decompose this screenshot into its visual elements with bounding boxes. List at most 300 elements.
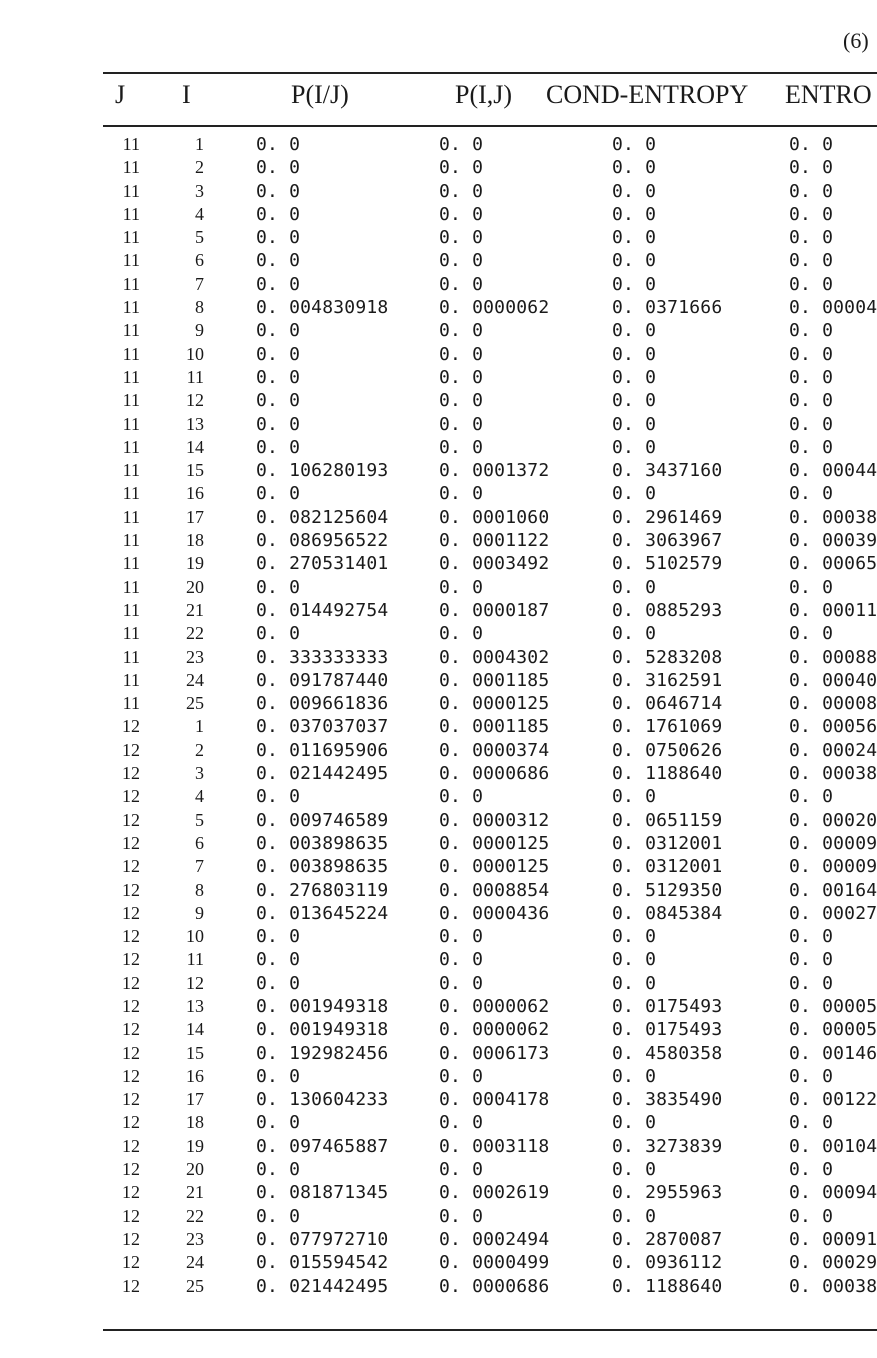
- cell-cond-entropy: 0. 0: [612, 250, 657, 272]
- cell-entropy: 0. 0: [789, 227, 834, 249]
- cell-j: 11: [122, 483, 140, 504]
- cell-p-i-given-j: 0. 004830918: [256, 297, 389, 319]
- cell-cond-entropy: 0. 2955963: [612, 1182, 723, 1204]
- cell-cond-entropy: 0. 0: [612, 390, 657, 412]
- cell-p-i-j: 0. 0000312: [439, 809, 550, 831]
- cell-j: 12: [122, 786, 140, 807]
- cell-p-i-given-j: 0. 0: [256, 366, 301, 388]
- cell-entropy: 0. 00122: [789, 1089, 877, 1111]
- cell-cond-entropy: 0. 3162591: [612, 669, 723, 691]
- table-row: [0, 715, 877, 738]
- cell-p-i-given-j: 0. 0: [256, 1159, 301, 1181]
- cell-cond-entropy: 0. 0: [612, 926, 657, 948]
- cell-i: 17: [186, 1089, 204, 1110]
- cell-p-i-given-j: 0. 001949318: [256, 995, 389, 1017]
- cell-p-i-given-j: 0. 0: [256, 1112, 301, 1134]
- cell-p-i-j: 0. 0003118: [439, 1135, 550, 1157]
- cell-j: 11: [122, 320, 140, 341]
- cell-i: 16: [186, 1065, 204, 1086]
- cell-cond-entropy: 0. 0: [612, 180, 657, 202]
- table-row: [0, 319, 877, 342]
- cell-p-i-j: 0. 0000125: [439, 856, 550, 878]
- cell-p-i-given-j: 0. 130604233: [256, 1089, 389, 1111]
- cell-cond-entropy: 0. 0: [612, 273, 657, 295]
- cell-p-i-j: 0. 0: [439, 576, 484, 598]
- table-row: [0, 156, 877, 179]
- cell-j: 11: [122, 366, 140, 387]
- cell-j: 11: [122, 250, 140, 271]
- cell-entropy: 0. 0: [789, 1205, 834, 1227]
- cell-entropy: 0. 0: [789, 134, 834, 155]
- table-row: [0, 599, 877, 622]
- cell-entropy: 0. 00065: [789, 553, 877, 575]
- cell-p-i-given-j: 0. 0: [256, 157, 301, 179]
- cell-cond-entropy: 0. 3063967: [612, 530, 723, 552]
- cell-p-i-j: 0. 0000499: [439, 1252, 550, 1274]
- table-row: [0, 459, 877, 482]
- cell-p-i-given-j: 0. 0: [256, 250, 301, 272]
- cell-entropy: 0. 00044: [789, 460, 877, 482]
- cell-p-i-j: 0. 0002494: [439, 1228, 550, 1250]
- cell-p-i-j: 0. 0: [439, 786, 484, 808]
- cell-entropy: 0. 00009: [789, 832, 877, 854]
- table-row: [0, 1205, 877, 1228]
- cell-entropy: 0. 00038: [789, 1275, 877, 1297]
- cell-p-i-j: 0. 0: [439, 390, 484, 412]
- cell-p-i-given-j: 0. 0: [256, 413, 301, 435]
- cell-cond-entropy: 0. 0885293: [612, 599, 723, 621]
- cell-p-i-j: 0. 0001185: [439, 716, 550, 738]
- cell-p-i-j: 0. 0: [439, 203, 484, 225]
- cell-cond-entropy: 0. 0312001: [612, 832, 723, 854]
- page-number: (6): [843, 28, 869, 53]
- cell-entropy: 0. 00027: [789, 902, 877, 924]
- table-row: [0, 1275, 877, 1298]
- cell-j: 11: [122, 390, 140, 411]
- cell-i: 3: [195, 763, 204, 784]
- cell-p-i-j: 0. 0001122: [439, 530, 550, 552]
- table-top-rule: [103, 72, 877, 74]
- cell-p-i-j: 0. 0: [439, 1065, 484, 1087]
- cell-p-i-j: 0. 0000125: [439, 832, 550, 854]
- cell-p-i-j: 0. 0: [439, 413, 484, 435]
- cell-i: 22: [186, 1205, 204, 1226]
- table-row: [0, 692, 877, 715]
- cell-i: 23: [186, 1228, 204, 1249]
- cell-p-i-given-j: 0. 0: [256, 134, 301, 155]
- table-row: [0, 1042, 877, 1065]
- cell-entropy: 0. 0: [789, 203, 834, 225]
- cell-i: 1: [195, 716, 204, 737]
- cell-p-i-given-j: 0. 086956522: [256, 530, 389, 552]
- cell-entropy: 0. 0: [789, 623, 834, 645]
- cell-p-i-j: 0. 0000686: [439, 1275, 550, 1297]
- cell-p-i-given-j: 0. 009746589: [256, 809, 389, 831]
- cell-j: 11: [122, 576, 140, 597]
- cell-i: 19: [186, 1135, 204, 1156]
- cell-j: 11: [122, 180, 140, 201]
- cell-entropy: 0. 0: [789, 1112, 834, 1134]
- table-row: [0, 1135, 877, 1158]
- cell-p-i-given-j: 0. 0: [256, 1205, 301, 1227]
- cell-entropy: 0. 0: [789, 413, 834, 435]
- cell-i: 6: [195, 250, 204, 271]
- cell-j: 12: [122, 1159, 140, 1180]
- cell-p-i-given-j: 0. 0: [256, 180, 301, 202]
- cell-p-i-given-j: 0. 003898635: [256, 832, 389, 854]
- cell-j: 12: [122, 1065, 140, 1086]
- cell-i: 20: [186, 576, 204, 597]
- cell-entropy: 0. 00038: [789, 763, 877, 785]
- table-header-rule: [103, 125, 877, 127]
- table-row: [0, 506, 877, 529]
- cell-p-i-j: 0. 0001372: [439, 460, 550, 482]
- cell-cond-entropy: 0. 0: [612, 949, 657, 971]
- cell-cond-entropy: 0. 5129350: [612, 879, 723, 901]
- cell-p-i-j: 0. 0000436: [439, 902, 550, 924]
- cell-cond-entropy: 0. 0: [612, 366, 657, 388]
- cell-i: 14: [186, 1019, 204, 1040]
- table-row: [0, 879, 877, 902]
- cell-p-i-given-j: 0. 0: [256, 203, 301, 225]
- cell-cond-entropy: 0. 0845384: [612, 902, 723, 924]
- cell-cond-entropy: 0. 3273839: [612, 1135, 723, 1157]
- cell-i: 6: [195, 832, 204, 853]
- cell-cond-entropy: 0. 0: [612, 343, 657, 365]
- cell-j: 11: [122, 413, 140, 434]
- cell-j: 11: [122, 460, 140, 481]
- cell-p-i-given-j: 0. 0: [256, 949, 301, 971]
- cell-cond-entropy: 0. 2870087: [612, 1228, 723, 1250]
- cell-entropy: 0. 0: [789, 180, 834, 202]
- table-row: [0, 1251, 877, 1274]
- cell-p-i-given-j: 0. 0: [256, 273, 301, 295]
- cell-i: 9: [195, 902, 204, 923]
- cell-cond-entropy: 0. 4580358: [612, 1042, 723, 1064]
- table-row: [0, 366, 877, 389]
- cell-p-i-given-j: 0. 333333333: [256, 646, 389, 668]
- cell-cond-entropy: 0. 5102579: [612, 553, 723, 575]
- cell-j: 12: [122, 879, 140, 900]
- cell-p-i-j: 0. 0: [439, 1205, 484, 1227]
- cell-i: 3: [195, 180, 204, 201]
- cell-i: 1: [195, 134, 204, 154]
- cell-j: 12: [122, 1252, 140, 1273]
- cell-p-i-j: 0. 0001185: [439, 669, 550, 691]
- cell-entropy: 0. 00005: [789, 1019, 877, 1041]
- cell-cond-entropy: 0. 0371666: [612, 297, 723, 319]
- cell-p-i-given-j: 0. 0: [256, 343, 301, 365]
- cell-p-i-j: 0. 0006173: [439, 1042, 550, 1064]
- cell-p-i-given-j: 0. 014492754: [256, 599, 389, 621]
- cell-p-i-j: 0. 0002619: [439, 1182, 550, 1204]
- cell-cond-entropy: 0. 0: [612, 227, 657, 249]
- cell-i: 5: [195, 227, 204, 248]
- cell-p-i-given-j: 0. 0: [256, 390, 301, 412]
- cell-j: 11: [122, 599, 140, 620]
- cell-j: 12: [122, 926, 140, 947]
- cell-p-i-given-j: 0. 192982456: [256, 1042, 389, 1064]
- cell-entropy: 0. 00024: [789, 739, 877, 761]
- cell-entropy: 0. 00164: [789, 879, 877, 901]
- table-row: [0, 576, 877, 599]
- cell-j: 12: [122, 995, 140, 1016]
- cell-p-i-j: 0. 0000062: [439, 1019, 550, 1041]
- cell-i: 12: [186, 390, 204, 411]
- cell-j: 12: [122, 809, 140, 830]
- cell-j: 11: [122, 530, 140, 551]
- table-row: [0, 180, 877, 203]
- table-row: [0, 226, 877, 249]
- header-j: J: [115, 80, 126, 109]
- cell-entropy: 0. 00039: [789, 530, 877, 552]
- table-row: [0, 552, 877, 575]
- cell-i: 10: [186, 343, 204, 364]
- cell-i: 18: [186, 1112, 204, 1133]
- cell-p-i-given-j: 0. 011695906: [256, 739, 389, 761]
- cell-cond-entropy: 0. 0: [612, 576, 657, 598]
- cell-entropy: 0. 00088: [789, 646, 877, 668]
- cell-p-i-given-j: 0. 091787440: [256, 669, 389, 691]
- cell-j: 12: [122, 1042, 140, 1063]
- cell-i: 2: [195, 157, 204, 178]
- cell-entropy: 0. 00091: [789, 1228, 877, 1250]
- cell-p-i-j: 0. 0: [439, 343, 484, 365]
- cell-entropy: 0. 0: [789, 972, 834, 994]
- cell-entropy: 0. 00146: [789, 1042, 877, 1064]
- table-row: [0, 925, 877, 948]
- table-row: [0, 1158, 877, 1181]
- cell-cond-entropy: 0. 3835490: [612, 1089, 723, 1111]
- cell-j: 12: [122, 1112, 140, 1133]
- cell-i: 14: [186, 436, 204, 457]
- cell-cond-entropy: 0. 0: [612, 623, 657, 645]
- table-row: [0, 832, 877, 855]
- cell-entropy: 0. 00056: [789, 716, 877, 738]
- table-row: [0, 1088, 877, 1111]
- cell-i: 21: [186, 599, 204, 620]
- cell-p-i-given-j: 0. 097465887: [256, 1135, 389, 1157]
- cell-p-i-j: 0. 0001060: [439, 506, 550, 528]
- table-row: [0, 1065, 877, 1088]
- cell-cond-entropy: 0. 0: [612, 972, 657, 994]
- cell-i: 17: [186, 506, 204, 527]
- cell-cond-entropy: 0. 0: [612, 1159, 657, 1181]
- cell-entropy: 0. 0: [789, 576, 834, 598]
- table-row: [0, 948, 877, 971]
- cell-cond-entropy: 0. 3437160: [612, 460, 723, 482]
- cell-entropy: 0. 00005: [789, 995, 877, 1017]
- cell-p-i-j: 0. 0: [439, 972, 484, 994]
- table-row: [0, 1181, 877, 1204]
- table-row: [0, 203, 877, 226]
- cell-p-i-j: 0. 0000374: [439, 739, 550, 761]
- cell-i: 4: [195, 203, 204, 224]
- cell-entropy: 0. 0: [789, 273, 834, 295]
- table-body: [0, 133, 877, 1325]
- cell-cond-entropy: 0. 0651159: [612, 809, 723, 831]
- cell-j: 11: [122, 273, 140, 294]
- table-row: [0, 1228, 877, 1251]
- cell-i: 25: [186, 693, 204, 714]
- cell-p-i-j: 0. 0000062: [439, 297, 550, 319]
- cell-j: 12: [122, 1275, 140, 1296]
- cell-p-i-j: 0. 0000187: [439, 599, 550, 621]
- cell-entropy: 0. 0: [789, 366, 834, 388]
- cell-p-i-j: 0. 0: [439, 1112, 484, 1134]
- cell-p-i-given-j: 0. 081871345: [256, 1182, 389, 1204]
- table-row: [0, 622, 877, 645]
- cell-p-i-given-j: 0. 0: [256, 623, 301, 645]
- table-row: [0, 249, 877, 272]
- cell-cond-entropy: 0. 2961469: [612, 506, 723, 528]
- cell-p-i-given-j: 0. 0: [256, 320, 301, 342]
- cell-cond-entropy: 0. 0: [612, 320, 657, 342]
- table-row: [0, 296, 877, 319]
- table-row: [0, 785, 877, 808]
- cell-j: 11: [122, 646, 140, 667]
- cell-p-i-given-j: 0. 276803119: [256, 879, 389, 901]
- cell-cond-entropy: 0. 0: [612, 1205, 657, 1227]
- cell-i: 2: [195, 739, 204, 760]
- cell-p-i-j: 0. 0003492: [439, 553, 550, 575]
- cell-cond-entropy: 0. 1188640: [612, 763, 723, 785]
- cell-entropy: 0. 0: [789, 390, 834, 412]
- header-p-i-j: P(I,J): [455, 80, 513, 109]
- cell-cond-entropy: 0. 0: [612, 157, 657, 179]
- table-row: [0, 972, 877, 995]
- cell-j: 11: [122, 436, 140, 457]
- cell-j: 12: [122, 1228, 140, 1249]
- cell-j: 11: [122, 227, 140, 248]
- cell-cond-entropy: 0. 0: [612, 203, 657, 225]
- cell-entropy: 0. 00040: [789, 669, 877, 691]
- cell-j: 12: [122, 902, 140, 923]
- cell-i: 9: [195, 320, 204, 341]
- cell-p-i-j: 0. 0: [439, 250, 484, 272]
- cell-cond-entropy: 0. 0312001: [612, 856, 723, 878]
- cell-entropy: 0. 00011: [789, 599, 877, 621]
- cell-cond-entropy: 0. 0175493: [612, 995, 723, 1017]
- cell-p-i-given-j: 0. 0: [256, 576, 301, 598]
- cell-i: 20: [186, 1159, 204, 1180]
- cell-entropy: 0. 0: [789, 157, 834, 179]
- cell-p-i-j: 0. 0: [439, 623, 484, 645]
- cell-entropy: 0. 0: [789, 483, 834, 505]
- cell-i: 15: [186, 460, 204, 481]
- cell-i: 13: [186, 413, 204, 434]
- table-row: [0, 1018, 877, 1041]
- cell-cond-entropy: 0. 0: [612, 413, 657, 435]
- cell-p-i-given-j: 0. 0: [256, 227, 301, 249]
- cell-p-i-given-j: 0. 082125604: [256, 506, 389, 528]
- cell-cond-entropy: 0. 0: [612, 786, 657, 808]
- cell-j: 12: [122, 1182, 140, 1203]
- cell-i: 15: [186, 1042, 204, 1063]
- cell-p-i-given-j: 0. 021442495: [256, 763, 389, 785]
- cell-j: 11: [122, 297, 140, 318]
- table-row: [0, 762, 877, 785]
- cell-p-i-given-j: 0. 0: [256, 786, 301, 808]
- cell-j: 12: [122, 949, 140, 970]
- table-row: [0, 669, 877, 692]
- cell-p-i-j: 0. 0: [439, 949, 484, 971]
- cell-entropy: 0. 0: [789, 436, 834, 458]
- cell-j: 12: [122, 832, 140, 853]
- cell-j: 11: [122, 623, 140, 644]
- cell-j: 12: [122, 739, 140, 760]
- cell-entropy: 0. 0: [789, 1159, 834, 1181]
- cell-i: 8: [195, 879, 204, 900]
- cell-p-i-j: 0. 0: [439, 320, 484, 342]
- cell-entropy: 0. 00009: [789, 856, 877, 878]
- header-i: I: [182, 80, 191, 109]
- cell-cond-entropy: 0. 0936112: [612, 1252, 723, 1274]
- cell-j: 12: [122, 1135, 140, 1156]
- cell-j: 12: [122, 856, 140, 877]
- cell-i: 25: [186, 1275, 204, 1296]
- header-cond-entropy: COND-ENTROPY: [546, 80, 749, 109]
- cell-i: 11: [186, 949, 204, 970]
- cell-j: 11: [122, 693, 140, 714]
- table-header: [0, 80, 877, 120]
- cell-cond-entropy: 0. 0: [612, 483, 657, 505]
- table-row: [0, 809, 877, 832]
- cell-entropy: 0. 00029: [789, 1252, 877, 1274]
- cell-i: 18: [186, 530, 204, 551]
- table-row: [0, 436, 877, 459]
- cell-entropy: 0. 0: [789, 1065, 834, 1087]
- cell-cond-entropy: 0. 0646714: [612, 693, 723, 715]
- cell-p-i-given-j: 0. 0: [256, 483, 301, 505]
- cell-p-i-given-j: 0. 077972710: [256, 1228, 389, 1250]
- cell-p-i-j: 0. 0: [439, 1159, 484, 1181]
- table-row: [0, 739, 877, 762]
- cell-entropy: 0. 0: [789, 926, 834, 948]
- cell-entropy: 0. 0: [789, 949, 834, 971]
- table-row: [0, 995, 877, 1018]
- cell-i: 10: [186, 926, 204, 947]
- cell-p-i-given-j: 0. 037037037: [256, 716, 389, 738]
- cell-p-i-j: 0. 0000125: [439, 693, 550, 715]
- cell-p-i-given-j: 0. 0: [256, 436, 301, 458]
- cell-p-i-given-j: 0. 0: [256, 1065, 301, 1087]
- cell-cond-entropy: 0. 0: [612, 1112, 657, 1134]
- cell-p-i-j: 0. 0: [439, 157, 484, 179]
- cell-j: 12: [122, 716, 140, 737]
- cell-i: 13: [186, 995, 204, 1016]
- cell-entropy: 0. 00094: [789, 1182, 877, 1204]
- cell-j: 12: [122, 1019, 140, 1040]
- cell-i: 12: [186, 972, 204, 993]
- table-row: [0, 413, 877, 436]
- table-row: [0, 273, 877, 296]
- cell-i: 19: [186, 553, 204, 574]
- table-row: [0, 855, 877, 878]
- cell-j: 12: [122, 972, 140, 993]
- cell-p-i-j: 0. 0008854: [439, 879, 550, 901]
- cell-j: 12: [122, 763, 140, 784]
- cell-cond-entropy: 0. 1761069: [612, 716, 723, 738]
- header-entropy: ENTRO: [785, 80, 872, 109]
- table-row: [0, 902, 877, 925]
- cell-entropy: 0. 00008: [789, 693, 877, 715]
- cell-entropy: 0. 0: [789, 786, 834, 808]
- cell-i: 24: [186, 1252, 204, 1273]
- cell-entropy: 0. 00104: [789, 1135, 877, 1157]
- cell-p-i-j: 0. 0: [439, 273, 484, 295]
- cell-p-i-given-j: 0. 003898635: [256, 856, 389, 878]
